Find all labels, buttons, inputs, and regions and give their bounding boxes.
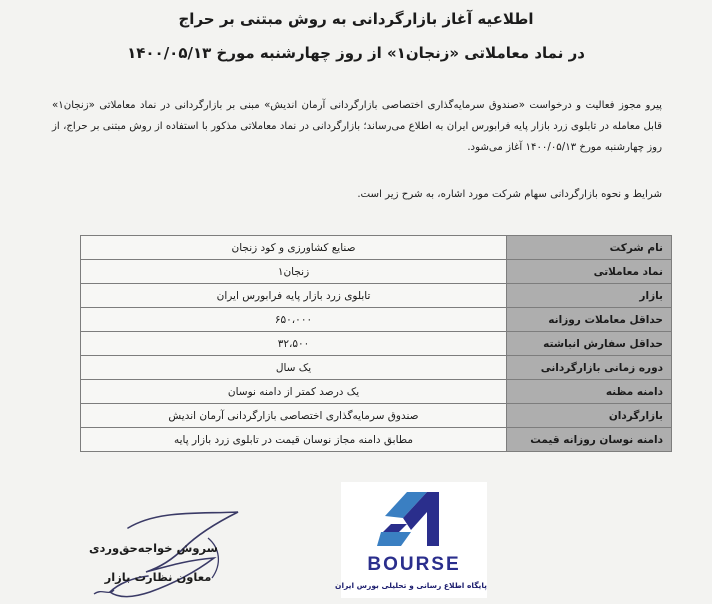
row-value: یک درصد کمتر از دامنه نوسان xyxy=(81,380,507,404)
row-value: صنایع کشاورزی و کود زنجان xyxy=(81,236,507,260)
row-label: نام شرکت xyxy=(507,236,672,260)
signatory-title: معاون نظارت بازار xyxy=(104,570,212,584)
table-row xyxy=(81,380,672,404)
conditions-intro: شرایط و نحوه بازارگردانی سهام شرکت مورد اشاره، به شرح زیر است. xyxy=(357,189,662,200)
row-label: بازارگردان xyxy=(507,404,672,428)
announcement-title: اطلاعیه آغاز بازارگردانی به روش مبتنی بر حراج xyxy=(178,10,534,28)
table-row xyxy=(81,332,672,356)
row-label: دامنه مظنه xyxy=(507,380,672,404)
intro-paragraph: پیرو مجوز فعالیت و درخواست «صندوق سرمایه‌گذاری اختصاصی بازارگردانی آرمان اندیش» مبنی بر بازارگردانی در نماد معاملاتی «زنجان۱» قابل معامله در تابلوی زرد بازار پایه فرابورس ایران به اطلاع می‌رساند؛ بازارگردانی در نماد معاملاتی مذکور با استفاده از روش مبتنی بر حراج، از روز چهارشنبه مورخ ۱۴۰۰/۰۵/۱۳ آغاز می‌شود. xyxy=(52,100,662,153)
row-label: حداقل معاملات روزانه xyxy=(507,308,672,332)
bourse-logo-mark-icon xyxy=(377,486,451,552)
row-label: نماد معاملاتی xyxy=(507,260,672,284)
row-value: تابلوی زرد بازار پایه فرابورس ایران xyxy=(81,284,507,308)
table-row xyxy=(81,260,672,284)
row-value: صندوق سرمایه‌گذاری اختصاصی بازارگردانی آرمان اندیش xyxy=(81,404,507,428)
row-label: دوره زمانی بازارگردانی xyxy=(507,356,672,380)
bourse-tagline: پایگاه اطلاع رسانی و تحلیلی بورس ایران xyxy=(335,581,487,590)
row-value: ۳۲،۵۰۰ xyxy=(81,332,507,356)
row-value: ۶۵۰،۰۰۰ xyxy=(81,308,507,332)
row-value: یک سال xyxy=(81,356,507,380)
row-value: مطابق دامنه مجاز نوسان قیمت در تابلوی زرد بازار پایه xyxy=(81,428,507,452)
row-label: دامنه نوسان روزانه قیمت xyxy=(507,428,672,452)
bourse-logo xyxy=(335,482,487,598)
announcement-subtitle: در نماد معاملاتی «زنجان۱» از روز چهارشنبه مورخ ۱۴۰۰/۰۵/۱۳ xyxy=(127,44,585,62)
signatory-name: سروش خواجه‌حق‌وردی xyxy=(88,541,218,555)
row-label: حداقل سفارش انباشته xyxy=(507,332,672,356)
table-row xyxy=(81,404,672,428)
table-row xyxy=(81,356,672,380)
row-value: زنجان۱ xyxy=(81,260,507,284)
signature-block xyxy=(88,508,288,604)
table-row xyxy=(81,428,672,452)
row-label: بازار xyxy=(507,284,672,308)
handwritten-signature-icon xyxy=(88,508,288,604)
bourse-wordmark: BOURSE xyxy=(367,554,461,575)
market-making-terms-table xyxy=(80,235,672,452)
table-row xyxy=(81,308,672,332)
table-row xyxy=(81,284,672,308)
table-row xyxy=(81,236,672,260)
